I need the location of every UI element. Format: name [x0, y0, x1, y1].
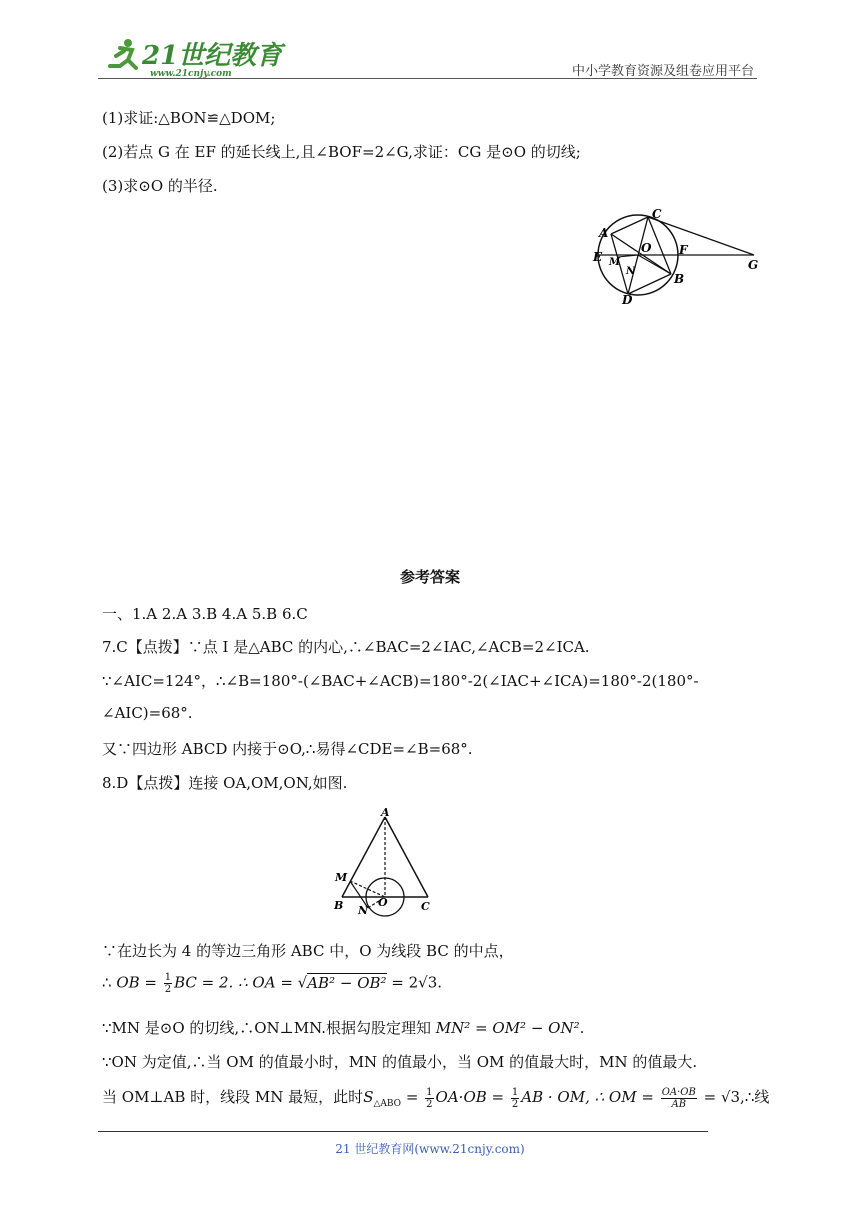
answer-7-line2: ∵∠AIC=124°，∴∠B=180°-(∠BAC+∠ACB)=180°-2(∠IAC+∠ICA)=180°-2(180°- [102, 672, 699, 690]
answer-8-line1: 8.D【点拨】连接 OA,OM,ON,如图. [102, 774, 348, 792]
footer-divider [98, 1131, 708, 1132]
label-C: C [652, 207, 662, 221]
label-C: C [421, 900, 430, 913]
answer-8-line5: ∵ON 为定值,∴当 OM 的值最小时，MN 的值最小，当 OM 的值最大时，MN 的值最大. [102, 1053, 698, 1071]
answer-mc: 一、1.A 2.A 3.B 4.A 5.B 6.C [102, 605, 308, 623]
label-D: D [622, 293, 633, 307]
site-name: 中小学教育资源及组卷应用平台 [572, 64, 755, 79]
label-E: E [593, 250, 603, 264]
footer-text: 21 世纪教育网(www.21cnjy.com) [335, 1142, 525, 1156]
label-O: O [641, 241, 652, 255]
header-divider [98, 78, 757, 79]
logo-text: 21世纪教育 [142, 41, 283, 71]
answer-8-line6: 当 OM⊥AB 时，线段 MN 最短，此时$S_{\triangle ABO}$ = $\frac{1}{2}$ OA·OB = $\frac{1}{2}$ AB · OM, ∴ OM = $\frac{OA\cdot OB}{AB}$ = √3,∴线 [102, 1086, 770, 1110]
question-1: (1)求证:△BON≌△DOM; [102, 109, 276, 127]
runner-icon [110, 39, 136, 68]
answer-7-line1: 7.C【点拨】∵点 I 是△ABC 的内心,∴∠BAC=2∠IAC,∠ACB=2∠ICA. [102, 638, 590, 656]
label-B: B [334, 899, 344, 912]
label-N: N [626, 266, 636, 277]
figure-triangle [330, 805, 440, 915]
label-A: A [381, 806, 390, 819]
site-logo [98, 36, 283, 79]
label-G: G [748, 258, 759, 272]
logo-url: www.21cnjy.com [150, 69, 232, 79]
label-O: O [378, 896, 388, 909]
figure-circle-tangent [588, 205, 763, 310]
label-M: M [335, 871, 348, 884]
answer-8-line3: ∴ OB = $\frac{1}{2}$ BC = 2. ∴ OA = √AB² − OB² = 2√3. [102, 972, 443, 995]
label-M: M [609, 257, 621, 268]
fraction: $\frac{1}{2}$ [164, 972, 172, 995]
answers-title: 参考答案 [399, 568, 460, 586]
label-B: B [674, 272, 685, 286]
question-3: (3)求⊙O 的半径. [102, 177, 218, 195]
answer-8-line4: ∵MN 是⊙O 的切线,∴ON⊥MN.根据勾股定理知 MN² = OM² − ON². [102, 1019, 585, 1037]
question-2: (2)若点 G 在 EF 的延长线上,且∠BOF=2∠G,求证：CG 是⊙O 的切线; [102, 143, 581, 161]
answer-7-line4: 又∵四边形 ABCD 内接于⊙O,∴易得∠CDE=∠B=68°. [102, 740, 473, 758]
label-F: F [679, 243, 688, 257]
answer-8-line2: ∵在边长为 4 的等边三角形 ABC 中，O 为线段 BC 的中点， [102, 942, 514, 960]
answer-7-line3: ∠AIC)=68°. [102, 704, 193, 722]
label-N: N [358, 904, 369, 917]
label-A: A [599, 226, 609, 240]
